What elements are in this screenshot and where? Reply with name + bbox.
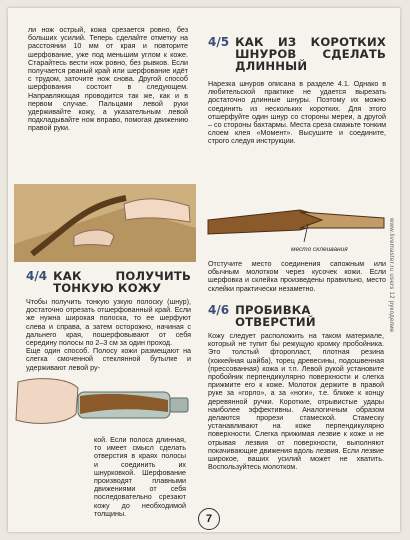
paragraph: Кожу следует расположить на таком материале, который не тупит бы режущую кромку пробойника. Это толстый фторопласт, плотная резина (хоккейная шайба), торец древесины, подошвенная (прессованная) кожа и т.п. Левой рукой установите пробойник перпендикулярно поверхности и слегка прижмите его к коже. Молоток держите в правой руке за «горло», а за «ноги», т.е. ближе к концу деревянной ручки. Короткие, отрывистые удары наиболее эффективны. Аналогичным образом делаются прорези стамеской. Стамеску устанавливают на коже перпендикулярно поверхности. Слегка прижимая лезвие к коже и не отрывая лезвия от поверхности, выполняют покачивающие движения вдоль лезвия. Если лезвие широкое, ваших усилий может не хватить. Воспользуйтесь молотком. (208, 332, 384, 472)
paragraph: кой. Если полоса длинная, то имеет смысл сделать отверстия в краях полосы и соединить их шнурковкой. Шерфование производят плавными движениями от себя последовательно срезают кожу до необходимой толщины. (94, 436, 186, 518)
section-4-5 (208, 36, 386, 146)
section-title: КАК ИЗ КОРОТКИХ ШНУРОВ СДЕЛАТЬ ДЛИННЫЙ (235, 35, 386, 73)
scarfing-illustration (14, 184, 196, 262)
section-4-4-continued (94, 436, 186, 518)
paragraph: ли нож острый, кожа срезается ровно, без больших усилий. Теперь сделайте отметку на расстоянии 10 мм от края и повторите шерфование, уже под меньшим углом к коже. Старайтесь вести нож ровно, без рывков. Если получается рваный край или шерфование идёт с трудом, заточите нож снова. Другой способ шерфования состоит в следующем. Направляющая проводится так же, как и в первом случае. Пальцами левой руки удерживайте кожу, а указательным левой подкладывайте нож вправо, помогая движению правой руки. (28, 26, 188, 133)
paragraph: Отстучите место соединения сапожным или обычным молотком через кусочек кожи. Если шерфовка и склейка произведены правильно, место склейки практически незаметно. (208, 260, 386, 293)
section-number: 4/5 (208, 35, 230, 49)
section-4-6 (208, 304, 384, 471)
page-number: 7 (198, 508, 220, 530)
watermark-text: www.livemaster.ru users 12 рукоделие (388, 218, 394, 333)
paragraph: Чтобы получить тонкую узкую полоску (шнур), достаточно отрезать отшерфованный край. Если же нужна широкая полоска, то ее шерфуют слева и справа, а затем осторожно, начиная с дальнего края, пошерфовывают от себя середину полосы по 2–3 см за один проход. (26, 298, 191, 348)
glue-joint-illustration (204, 194, 388, 244)
section-title: ПРОБИВКА ОТВЕРСТИЙ (235, 303, 316, 329)
illustration-caption: место склеивания (291, 246, 348, 253)
paragraph: Еще один способ. Полосу кожи размещают на слегка смоченной стеклянной бутылке и удерживают левой ру- (26, 347, 191, 372)
bottle-illustration (8, 374, 194, 432)
section-4-5-continued (208, 260, 386, 293)
col1-top-text (28, 26, 188, 133)
section-number: 4/6 (208, 303, 230, 317)
book-page (8, 8, 400, 532)
section-heading (208, 304, 384, 328)
section-number: 4/4 (26, 269, 48, 283)
section-4-4 (26, 270, 191, 372)
section-heading (26, 270, 191, 294)
paragraph: Нарезка шнуров описана в разделе 4.1. Однако в любительской практике не удается вырезать достаточно длинные шнуры. Поэтому их можно соединить из нескольких коротких. Для этого отшерфуйте один шнур со стороны мереи, а другой – со стороны бахтармы. Места среза смажьте тонким слоем клея «Момент». Высушите и соедините, строго следуя инструкции. (208, 80, 386, 146)
section-title: КАК ПОЛУЧИТЬ ТОНКУЮ КОЖУ (53, 269, 191, 295)
section-heading (208, 36, 386, 72)
